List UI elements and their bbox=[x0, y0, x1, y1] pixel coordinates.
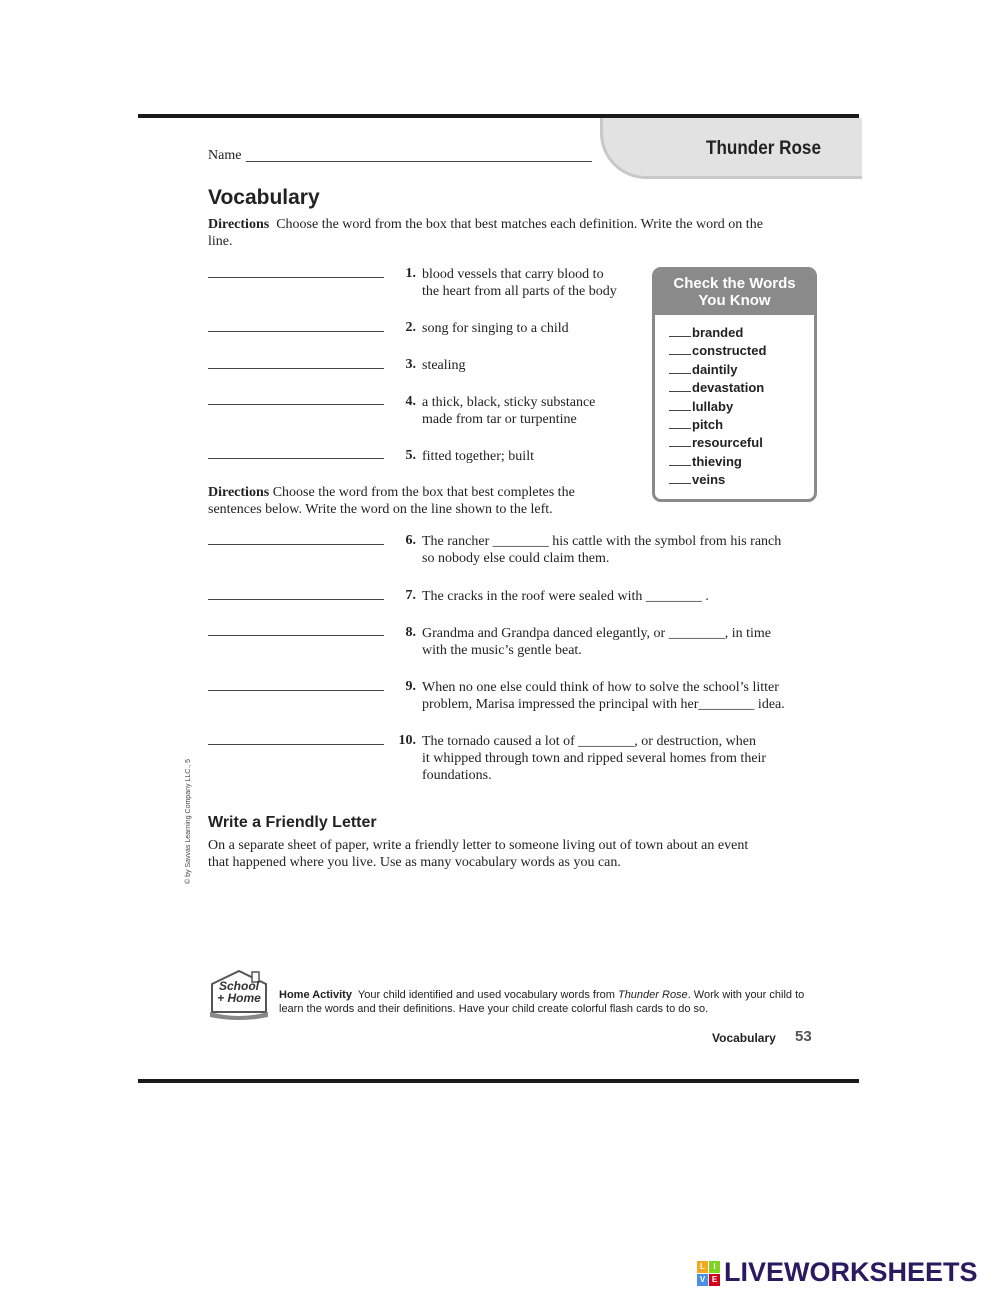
sentence-6 bbox=[422, 533, 781, 567]
school-home-logo bbox=[208, 968, 270, 1020]
word-item[interactable] bbox=[669, 434, 766, 452]
check-line[interactable] bbox=[669, 324, 691, 337]
sentence-10 bbox=[422, 733, 766, 784]
sentence-10-line2: it whipped through town and ripped several homes from their bbox=[422, 751, 767, 766]
sentence-8-line2: with the music’s gentle beat. bbox=[422, 643, 582, 658]
sentence-10-line1: The tornado caused a lot of ________, or destruction, when bbox=[422, 734, 756, 749]
home-activity bbox=[279, 988, 819, 1016]
check-line[interactable] bbox=[669, 379, 691, 392]
word-box-header bbox=[655, 270, 814, 315]
sentence-9-line1: When no one else could think of how to solve the school’s litter bbox=[422, 680, 779, 695]
item-number-8: 8. bbox=[405, 625, 416, 640]
story-title: Thunder Rose bbox=[706, 138, 821, 159]
check-line[interactable] bbox=[669, 471, 691, 484]
logo-square: E bbox=[709, 1274, 720, 1286]
letter-heading: Write a Friendly Letter bbox=[208, 814, 377, 831]
item-number-4: 4. bbox=[405, 394, 416, 409]
directions-1-text: Choose the word from the box that best matches each definition. Write the word on the line. bbox=[208, 217, 763, 249]
sentence-9 bbox=[422, 679, 785, 713]
item-number-5: 5. bbox=[405, 448, 416, 463]
word-item[interactable] bbox=[669, 324, 766, 342]
definition-4 bbox=[422, 394, 595, 428]
definition-4-line1: a thick, black, sticky substance bbox=[422, 395, 596, 410]
logo-square: V bbox=[697, 1274, 708, 1286]
sentence-6-line1: The rancher ________ his cattle with the symbol from his ranch bbox=[422, 534, 782, 549]
check-line[interactable] bbox=[669, 342, 691, 355]
sentence-9-line2: problem, Marisa impressed the principal with her________ idea. bbox=[422, 697, 785, 712]
check-line[interactable] bbox=[669, 453, 691, 466]
word-pitch: pitch bbox=[692, 416, 724, 432]
copyright-notice: © by Savvas Learning Company LLC., 5 bbox=[185, 758, 192, 884]
check-line[interactable] bbox=[669, 416, 691, 429]
directions-2 bbox=[208, 484, 638, 518]
answer-line-2[interactable] bbox=[208, 331, 384, 332]
word-item[interactable] bbox=[669, 471, 766, 489]
item-number-10: 10. bbox=[398, 733, 416, 748]
home-activity-label: Home Activity bbox=[279, 989, 352, 1001]
word-daintily: daintily bbox=[692, 361, 738, 377]
definition-1 bbox=[422, 266, 617, 300]
word-item[interactable] bbox=[669, 453, 766, 471]
answer-line-9[interactable] bbox=[208, 690, 384, 691]
answer-line-3[interactable] bbox=[208, 368, 384, 369]
bottom-rule bbox=[138, 1079, 859, 1083]
answer-line-6[interactable] bbox=[208, 544, 384, 545]
directions-1 bbox=[208, 216, 788, 250]
definition-1-line2: the heart from all parts of the body bbox=[422, 284, 617, 299]
item-number-3: 3. bbox=[405, 357, 416, 372]
answer-line-8[interactable] bbox=[208, 635, 384, 636]
name-label: Name bbox=[208, 148, 242, 163]
check-line[interactable] bbox=[669, 398, 691, 411]
check-line[interactable] bbox=[669, 361, 691, 374]
sentence-8-line1: Grandma and Grandpa danced elegantly, or ________, in time bbox=[422, 626, 771, 641]
answer-line-10[interactable] bbox=[208, 744, 384, 745]
word-box bbox=[652, 267, 817, 502]
home-activity-text-after: . Work with your child to learn the words and their definitions. Have your child create colorful flash cards to do so. bbox=[279, 989, 805, 1015]
sentence-8 bbox=[422, 625, 771, 659]
word-constructed: constructed bbox=[692, 343, 767, 359]
logo-square: L bbox=[697, 1261, 708, 1273]
item-number-7: 7. bbox=[405, 588, 416, 603]
check-line[interactable] bbox=[669, 434, 691, 447]
liveworksheets-text: LIVEWORKSHEETS bbox=[724, 1257, 978, 1287]
definition-1-line1: blood vessels that carry blood to bbox=[422, 267, 604, 282]
definition-3: stealing bbox=[422, 358, 466, 373]
page-number: 53 bbox=[795, 1028, 812, 1045]
word-item[interactable] bbox=[669, 361, 766, 379]
word-list bbox=[669, 324, 766, 490]
word-item[interactable] bbox=[669, 416, 766, 434]
answer-line-1[interactable] bbox=[208, 277, 384, 278]
definition-5: fitted together; built bbox=[422, 449, 534, 464]
footer-label: Vocabulary bbox=[712, 1031, 776, 1045]
word-resourceful: resourceful bbox=[692, 435, 763, 451]
logo-square: I bbox=[709, 1261, 720, 1273]
definition-4-line2: made from tar or turpentine bbox=[422, 412, 577, 427]
item-number-1: 1. bbox=[405, 266, 416, 281]
definition-2: song for singing to a child bbox=[422, 321, 569, 336]
sentence-10-line3: foundations. bbox=[422, 768, 492, 783]
letter-instructions bbox=[208, 837, 808, 871]
home-activity-text-before: Your child identified and used vocabulary words from bbox=[357, 989, 615, 1001]
answer-line-5[interactable] bbox=[208, 458, 384, 459]
directions-2-line1: Choose the word from the box that best completes the bbox=[272, 485, 575, 500]
directions-2-label: Directions bbox=[208, 485, 270, 500]
letter-line2: that happened where you live. Use as many vocabulary words as you can. bbox=[208, 855, 621, 870]
home-activity-book-title: Thunder Rose bbox=[617, 989, 688, 1001]
word-box-title-line1: Check the Words bbox=[673, 275, 796, 292]
logo-home-text: + Home bbox=[217, 991, 261, 1005]
word-item[interactable] bbox=[669, 379, 766, 397]
answer-line-4[interactable] bbox=[208, 404, 384, 405]
directions-1-label: Directions bbox=[208, 217, 270, 232]
word-box-title-line2: You Know bbox=[698, 292, 771, 309]
page-heading: Vocabulary bbox=[208, 186, 320, 209]
word-lullaby: lullaby bbox=[692, 398, 734, 414]
directions-2-line2: sentences below. Write the word on the line shown to the left. bbox=[208, 502, 553, 517]
liveworksheets-logo bbox=[697, 1257, 978, 1288]
word-item[interactable] bbox=[669, 342, 766, 360]
logo-squares-icon bbox=[697, 1261, 719, 1285]
letter-line1: On a separate sheet of paper, write a friendly letter to someone living out of town about an event bbox=[208, 838, 749, 853]
word-item[interactable] bbox=[669, 398, 766, 416]
name-input-line[interactable] bbox=[246, 161, 592, 162]
answer-line-7[interactable] bbox=[208, 599, 384, 600]
item-number-9: 9. bbox=[405, 679, 416, 694]
word-devastation: devastation bbox=[692, 380, 765, 396]
logo-school-text: School bbox=[218, 979, 259, 993]
sentence-7: The cracks in the roof were sealed with ________ . bbox=[422, 589, 709, 604]
word-branded: branded bbox=[692, 325, 744, 340]
item-number-6: 6. bbox=[405, 533, 416, 548]
item-number-2: 2. bbox=[405, 320, 416, 335]
word-thieving: thieving bbox=[692, 453, 742, 469]
sentence-6-line2: so nobody else could claim them. bbox=[422, 551, 610, 566]
word-veins: veins bbox=[692, 472, 726, 488]
